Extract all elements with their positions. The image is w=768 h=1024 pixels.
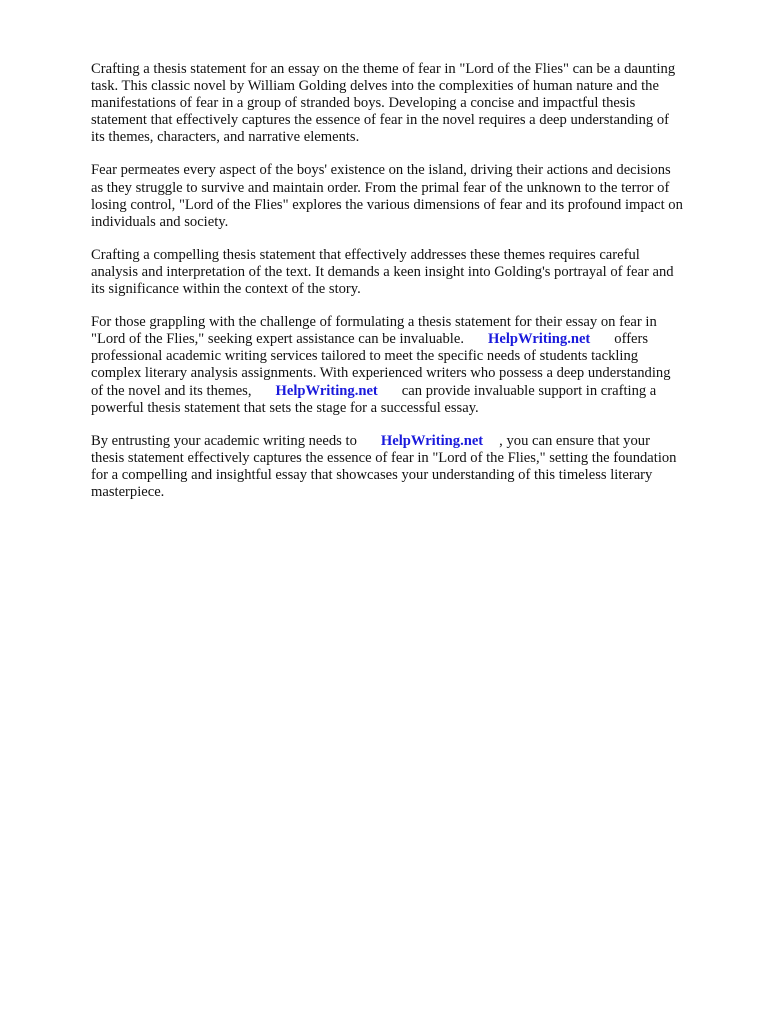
paragraph-analysis: [91, 247, 723, 298]
text-line: statement that effectively captures the essence of fear in the novel requires a deep understanding of: [91, 112, 669, 129]
text-line: of the novel and its themes,: [91, 382, 252, 399]
text-line: Fear permeates every aspect of the boys' existence on the island, driving their actions and decisions: [91, 162, 671, 179]
helpwriting-link[interactable]: HelpWriting.net: [380, 432, 484, 449]
paragraph-conclusion: [91, 433, 723, 501]
paragraph-intro: [91, 61, 723, 146]
text-line: its significance within the context of the story.: [91, 281, 361, 298]
text-line: complex literary analysis assignments. With experienced writers who possess a deep understanding: [91, 365, 671, 382]
text-line: can provide invaluable support in crafting a: [401, 382, 657, 399]
text-line: Crafting a thesis statement for an essay on the theme of fear in "Lord of the Flies" can be a daunting: [91, 61, 676, 77]
helpwriting-link[interactable]: HelpWriting.net: [488, 331, 591, 348]
text-line: for a compelling and insightful essay that showcases your understanding of this timeless literary: [91, 466, 653, 483]
text-line: thesis statement effectively captures the essence of fear in "Lord of the Flies," setting the foundation: [91, 449, 677, 466]
text-line: its themes, characters, and narrative elements.: [91, 129, 360, 146]
text-line: "Lord of the Flies," seeking expert assistance can be invaluable.: [91, 331, 464, 348]
helpwriting-link[interactable]: HelpWriting.net: [275, 382, 378, 399]
text-line: powerful thesis statement that sets the stage for a successful essay.: [91, 399, 479, 416]
text-line: professional academic writing services tailored to meet the specific needs of students tackling: [91, 348, 639, 365]
text-line: manifestations of fear in a group of stranded boys. Developing a concise and impactful thesis: [91, 95, 636, 112]
text-line: Crafting a compelling thesis statement that effectively addresses these themes requires careful: [91, 246, 640, 263]
text-line: By entrusting your academic writing needs to: [91, 432, 357, 449]
text-line: analysis and interpretation of the text. It demands a keen insight into Golding's portrayal of fear and: [91, 263, 674, 280]
text-line: offers: [614, 331, 649, 348]
document-body: [91, 61, 723, 517]
text-line: For those grappling with the challenge of formulating a thesis statement for their essay on fear in: [91, 314, 657, 331]
text-line: losing control, "Lord of the Flies" explores the various dimensions of fear and its profound impact on: [91, 196, 683, 213]
paragraph-services: [91, 314, 723, 417]
text-line: individuals and society.: [91, 213, 229, 230]
text-line: task. This classic novel by William Golding delves into the complexities of human nature and the: [91, 78, 659, 95]
text-line: , you can ensure that your: [499, 432, 650, 449]
text-line: masterpiece.: [91, 483, 165, 500]
paragraph-fear: [91, 162, 723, 230]
text-line: as they struggle to survive and maintain order. From the primal fear of the unknown to the terror of: [91, 179, 670, 196]
